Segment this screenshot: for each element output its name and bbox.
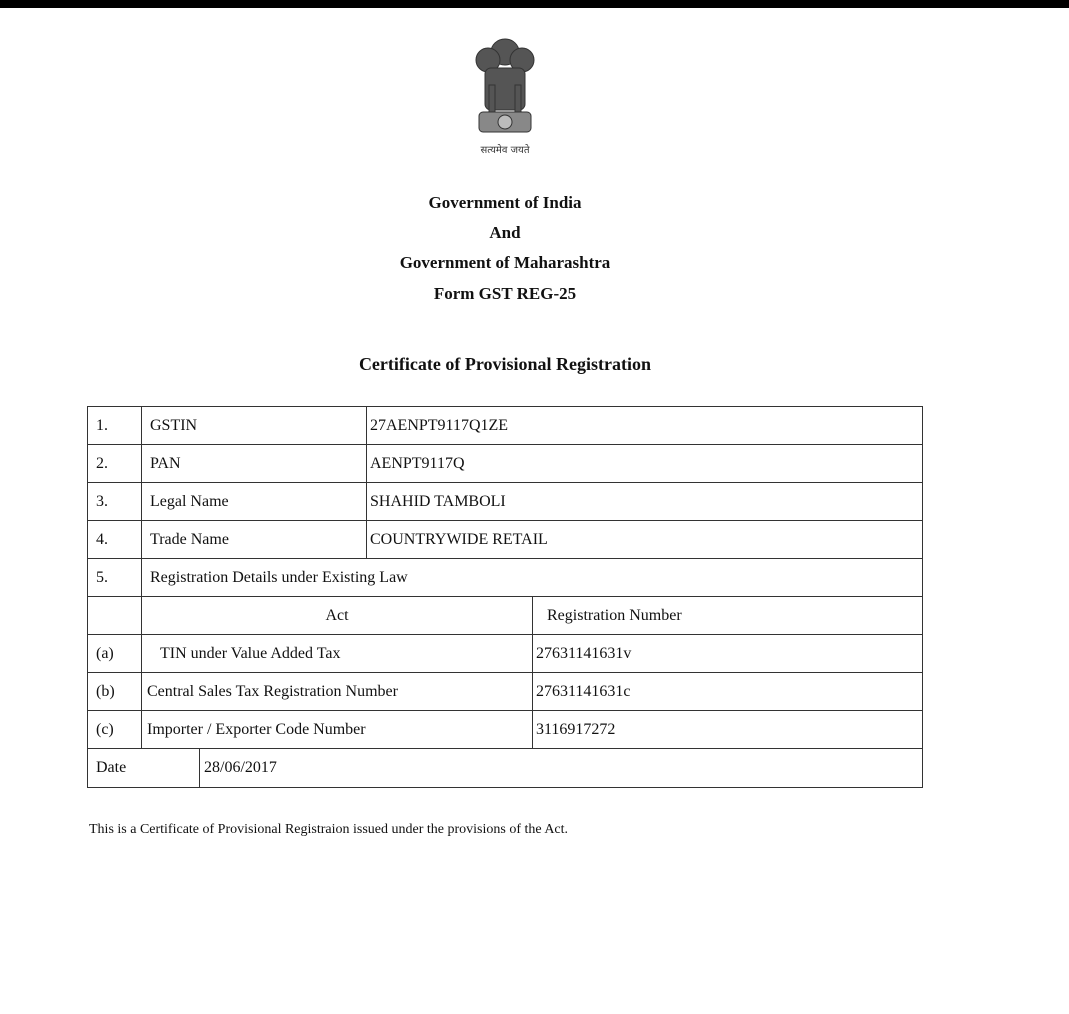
act-name: Importer / Exporter Code Number (142, 711, 533, 749)
act-name: Central Sales Tax Registration Number (142, 673, 533, 711)
section-label: Registration Details under Existing Law (142, 559, 923, 597)
row-label: PAN (142, 445, 367, 483)
heading-government-of-india: Government of India (428, 193, 582, 212)
registration-table (87, 406, 923, 788)
table-row (88, 483, 923, 521)
heading-and: And (489, 223, 521, 242)
row-label: Trade Name (142, 521, 367, 559)
empty-cell (88, 597, 142, 635)
table-row (88, 407, 923, 445)
row-value: AENPT9117Q (367, 445, 923, 483)
row-number: 2. (88, 445, 142, 483)
row-index: (c) (88, 711, 142, 749)
row-number: 4. (88, 521, 142, 559)
registration-number: 3116917272 (533, 711, 923, 749)
date-value: 28/06/2017 (204, 759, 277, 776)
date-label: Date (88, 749, 200, 787)
form-name: Form GST REG-25 (433, 284, 577, 303)
table-row (88, 635, 923, 673)
date-cell (88, 749, 923, 788)
table-row (88, 559, 923, 597)
emblem-icon (455, 30, 555, 140)
emblem-motto: सत्यमेव जयते (480, 145, 530, 156)
row-value: SHAHID TAMBOLI (367, 483, 923, 521)
row-label: GSTIN (142, 407, 367, 445)
date-row (88, 749, 923, 788)
footer-note: This is a Certificate of Provisional Registraion issued under the provisions of the Act. (89, 822, 569, 837)
act-header: Act (142, 597, 533, 635)
table-row (88, 521, 923, 559)
row-value: COUNTRYWIDE RETAIL (367, 521, 923, 559)
row-value: 27AENPT9117Q1ZE (367, 407, 923, 445)
table-row (88, 711, 923, 749)
row-index: (b) (88, 673, 142, 711)
act-name: TIN under Value Added Tax (142, 635, 533, 673)
table-row (88, 673, 923, 711)
heading-government-of-maharashtra: Government of Maharashtra (399, 253, 611, 272)
top-bar (0, 0, 1069, 8)
row-label: Legal Name (142, 483, 367, 521)
national-emblem (455, 30, 555, 162)
row-number: 1. (88, 407, 142, 445)
certificate-title: Certificate of Provisional Registration (358, 354, 652, 374)
registration-number-header: Registration Number (533, 597, 923, 635)
row-index: (a) (88, 635, 142, 673)
row-number: 3. (88, 483, 142, 521)
row-number: 5. (88, 559, 142, 597)
existing-law-header-row (88, 597, 923, 635)
registration-number: 27631141631c (533, 673, 923, 711)
registration-number: 27631141631v (533, 635, 923, 673)
table-row (88, 445, 923, 483)
